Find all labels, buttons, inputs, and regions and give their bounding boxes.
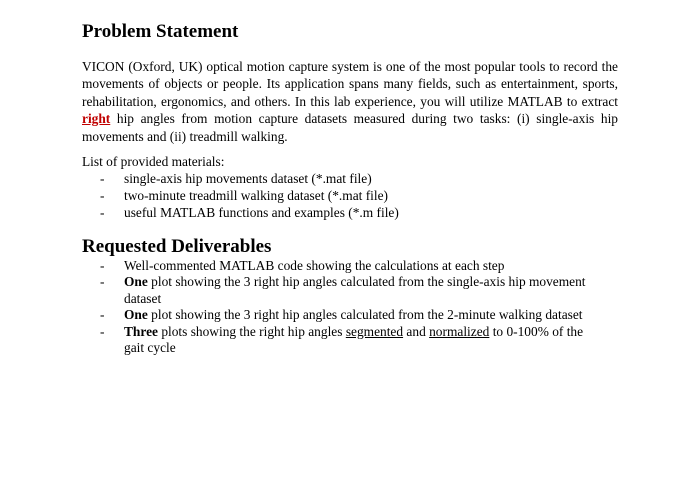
list-item-text: Well-commented MATLAB code showing the calculations at each step <box>124 258 505 273</box>
underlined-word-normalized: normalized <box>429 323 490 339</box>
list-item <box>100 170 399 187</box>
problem-statement-paragraph <box>82 58 618 145</box>
paragraph-text-part2: hip angles from motion capture datasets measured during two tasks: (i) single-axis hip movements and (ii) treadmill walking. <box>82 111 618 144</box>
bullet-dash: - <box>100 188 105 203</box>
deliverables-list <box>100 258 600 356</box>
bullet-dash: - <box>100 205 105 220</box>
bullet-dash: - <box>100 171 105 186</box>
list-item-text: single-axis hip movements dataset (*.mat file) <box>124 171 372 186</box>
materials-list <box>100 170 399 221</box>
bullet-dash: - <box>100 307 105 323</box>
list-item <box>100 187 399 204</box>
list-item <box>100 307 600 323</box>
list-item-text: plot showing the 3 right hip angles calculated from the single-axis hip movement dataset <box>124 274 586 306</box>
list-item-text: plot showing the 3 right hip angles calculated from the 2-minute walking dataset <box>147 307 583 323</box>
list-item-text: and <box>403 323 430 339</box>
bold-count: One <box>124 307 148 323</box>
list-item <box>100 324 600 357</box>
highlighted-word-right: right <box>82 111 111 127</box>
list-item-text: useful MATLAB functions and examples (*.m file) <box>124 205 399 220</box>
problem-statement-heading: Problem Statement <box>82 21 239 42</box>
bullet-dash: - <box>100 258 105 273</box>
bold-count: Three <box>124 323 158 339</box>
paragraph-text-part1: VICON (Oxford, UK) optical motion capture system is one of the most popular tools to record the movements of objects or people. Its application spans many fields, such as entertainment, sports, rehabilitation, ergonomics, and others. In this lab experience, you will utilize MATLAB to extract <box>82 59 618 109</box>
bullet-dash: - <box>100 274 105 290</box>
list-item <box>100 274 600 307</box>
bold-count: One <box>124 274 148 290</box>
requested-deliverables-heading: Requested Deliverables <box>82 236 272 257</box>
bullet-dash: - <box>100 323 105 339</box>
list-item <box>100 258 600 274</box>
list-item <box>100 204 399 221</box>
list-item-text: two-minute treadmill walking dataset (*.mat file) <box>124 188 389 203</box>
list-item-text: plots showing the right hip angles <box>157 323 346 339</box>
list-item-text: to 0-100% of the gait cycle <box>124 323 584 356</box>
underlined-word-segmented: segmented <box>345 323 404 339</box>
materials-list-label: List of provided materials: <box>82 154 225 169</box>
